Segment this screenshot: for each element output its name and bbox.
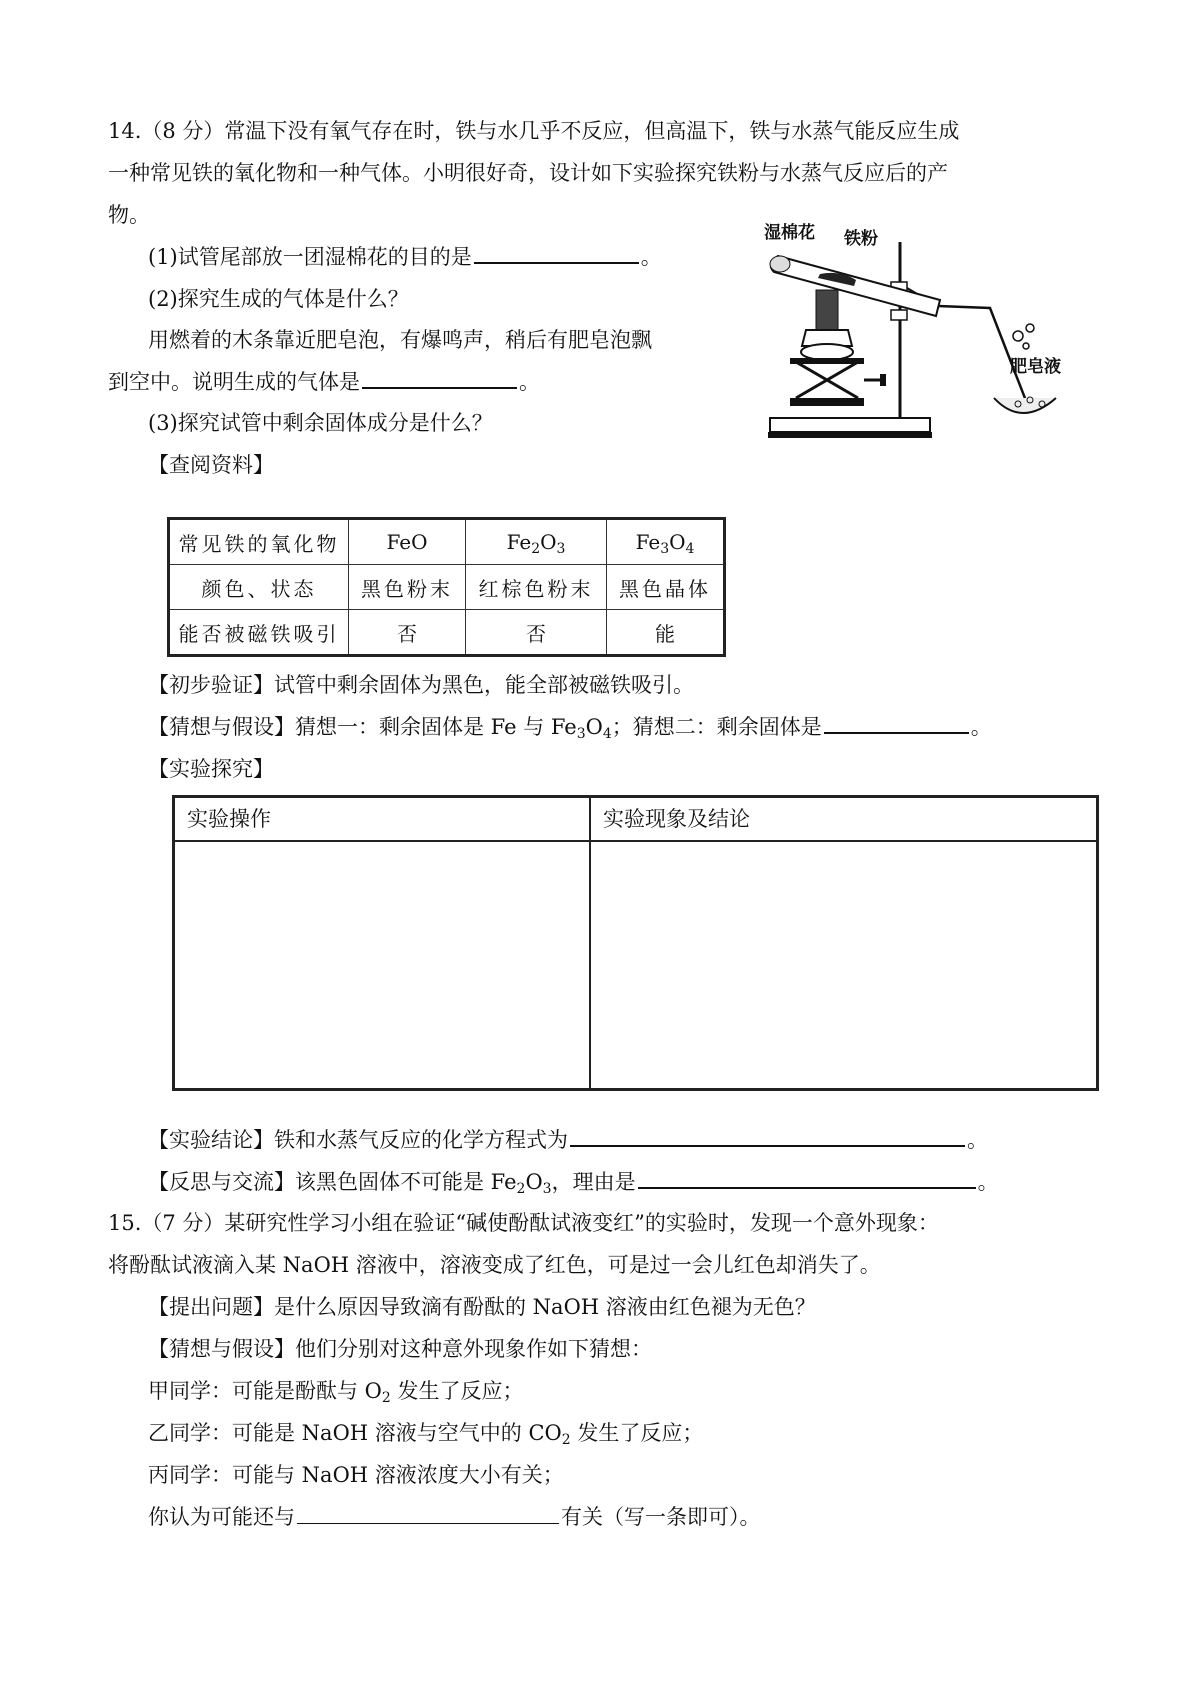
period: 。 xyxy=(970,715,992,739)
reference-table xyxy=(167,517,726,657)
table-cell: $Fe_2O_3$ xyxy=(466,519,607,565)
period: 。 xyxy=(640,245,662,269)
table-row xyxy=(169,610,725,656)
label-wet-cotton: 湿棉花 xyxy=(764,223,815,243)
table-cell: 颜色、状态 xyxy=(169,565,349,610)
q14-line3: 物。 xyxy=(108,203,150,227)
table-cell: 红棕色粉末 xyxy=(466,565,607,610)
table-header: 实验现象及结论 xyxy=(590,797,1098,842)
table-row xyxy=(169,565,725,610)
q15-line1: 15.（7 分）某研究性学习小组在验证“碱使酚酞试液变红”的实验时，发现一个意外现象： xyxy=(108,1211,939,1235)
q14-line2: 一种常见铁的氧化物和一种气体。小明很好奇，设计如下实验探究铁粉与水蒸气反应后的产 xyxy=(108,161,948,185)
q15-line2: 将酚酞试液滴入某 NaOH 溶液中，溶液变成了红色，可是过一会儿红色却消失了。 xyxy=(108,1253,881,1277)
answer-blank-factor[interactable] xyxy=(297,1503,559,1524)
period: 。 xyxy=(977,1170,999,1194)
period: 。 xyxy=(967,1128,988,1152)
answer-blank-equation[interactable] xyxy=(570,1125,965,1147)
q15-jia: 甲同学：可能是酚酞与 $O_2$ 发生了反应； xyxy=(148,1379,524,1406)
q14-part2: (2)探究生成的气体是什么？ xyxy=(148,287,409,311)
table-cell: 否 xyxy=(466,610,607,656)
answer-blank-cotton[interactable] xyxy=(474,242,639,264)
q14-line1: 14.（8 分）常温下没有氧气存在时，铁与水几乎不反应，但高温下，铁与水蒸气能反应生成 xyxy=(108,119,960,143)
answer-cell-result[interactable] xyxy=(590,841,1098,1090)
table-cell: FeO xyxy=(349,519,466,565)
q15-you: 你认为可能还与 有关（写一条即可）。 xyxy=(148,1505,761,1529)
q15-hypothesis: 【猜想与假设】他们分别对这种意外现象作如下猜想： xyxy=(148,1337,652,1361)
table-cell: 否 xyxy=(349,610,466,656)
answer-blank-guess2[interactable] xyxy=(824,712,969,734)
answer-blank-gas[interactable] xyxy=(362,367,517,389)
q14-part1 xyxy=(148,242,662,272)
q14-part2-line1: 用燃着的木条靠近肥皂泡，有爆鸣声，稍后有肥皂泡飘 xyxy=(148,328,652,352)
verify-line: 【初步验证】试管中剩余固体为黑色，能全部被磁铁吸引。 xyxy=(148,673,694,697)
table-cell: 黑色晶体 xyxy=(607,565,725,610)
table-cell: $Fe_3O_4$ xyxy=(607,519,725,565)
apparatus-figure xyxy=(760,223,1160,453)
q14-part3: (3)探究试管中剩余固体成分是什么？ xyxy=(148,411,493,435)
answer-cell-operation[interactable] xyxy=(174,841,591,1090)
table-row xyxy=(169,519,725,565)
table-cell: 常见铁的氧化物 xyxy=(169,519,349,565)
q15-question: 【提出问题】是什么原因导致滴有酚酞的 NaOH 溶液由红色褪为无色？ xyxy=(148,1295,816,1319)
q15-yi: 乙同学：可能是 NaOH 溶液与空气中的 $CO_2$ 发生了反应； xyxy=(148,1421,704,1448)
reflect-line: 【反思与交流】该黑色固体不可能是 $Fe_2O_3$，理由是 。 xyxy=(148,1167,999,1197)
q14-part1-text: (1)试管尾部放一团湿棉花的目的是 xyxy=(148,245,472,269)
apparatus-diagram xyxy=(760,228,1160,453)
experiment-table xyxy=(172,795,1099,1091)
q15-bing: 丙同学：可能与 NaOH 溶液浓度大小有关； xyxy=(148,1463,564,1487)
table-cell: 能 xyxy=(607,610,725,656)
table-cell: 黑色粉末 xyxy=(349,565,466,610)
conclusion-line: 【实验结论】铁和水蒸气反应的化学方程式为 。 xyxy=(148,1125,988,1155)
table-row xyxy=(174,797,1098,842)
table-row xyxy=(174,841,1098,1090)
q14-part2-line2-text: 到空中。说明生成的气体是 xyxy=(108,370,360,394)
table-cell: 能否被磁铁吸引 xyxy=(169,610,349,656)
label-soap-solution: 肥皂液 xyxy=(1010,357,1061,377)
table-header: 实验操作 xyxy=(174,797,591,842)
guess-line: 【猜想与假设】猜想一：剩余固体是 Fe 与 $Fe_3O_4$；猜想二：剩余固体是 。 xyxy=(148,712,992,742)
period: 。 xyxy=(519,370,540,394)
q14-part2-line2 xyxy=(108,367,540,397)
ref-heading: 【查阅资料】 xyxy=(148,453,274,477)
answer-blank-reason[interactable] xyxy=(638,1167,976,1189)
exp-heading: 【实验探究】 xyxy=(148,757,274,781)
label-iron-powder: 铁粉 xyxy=(844,229,878,249)
